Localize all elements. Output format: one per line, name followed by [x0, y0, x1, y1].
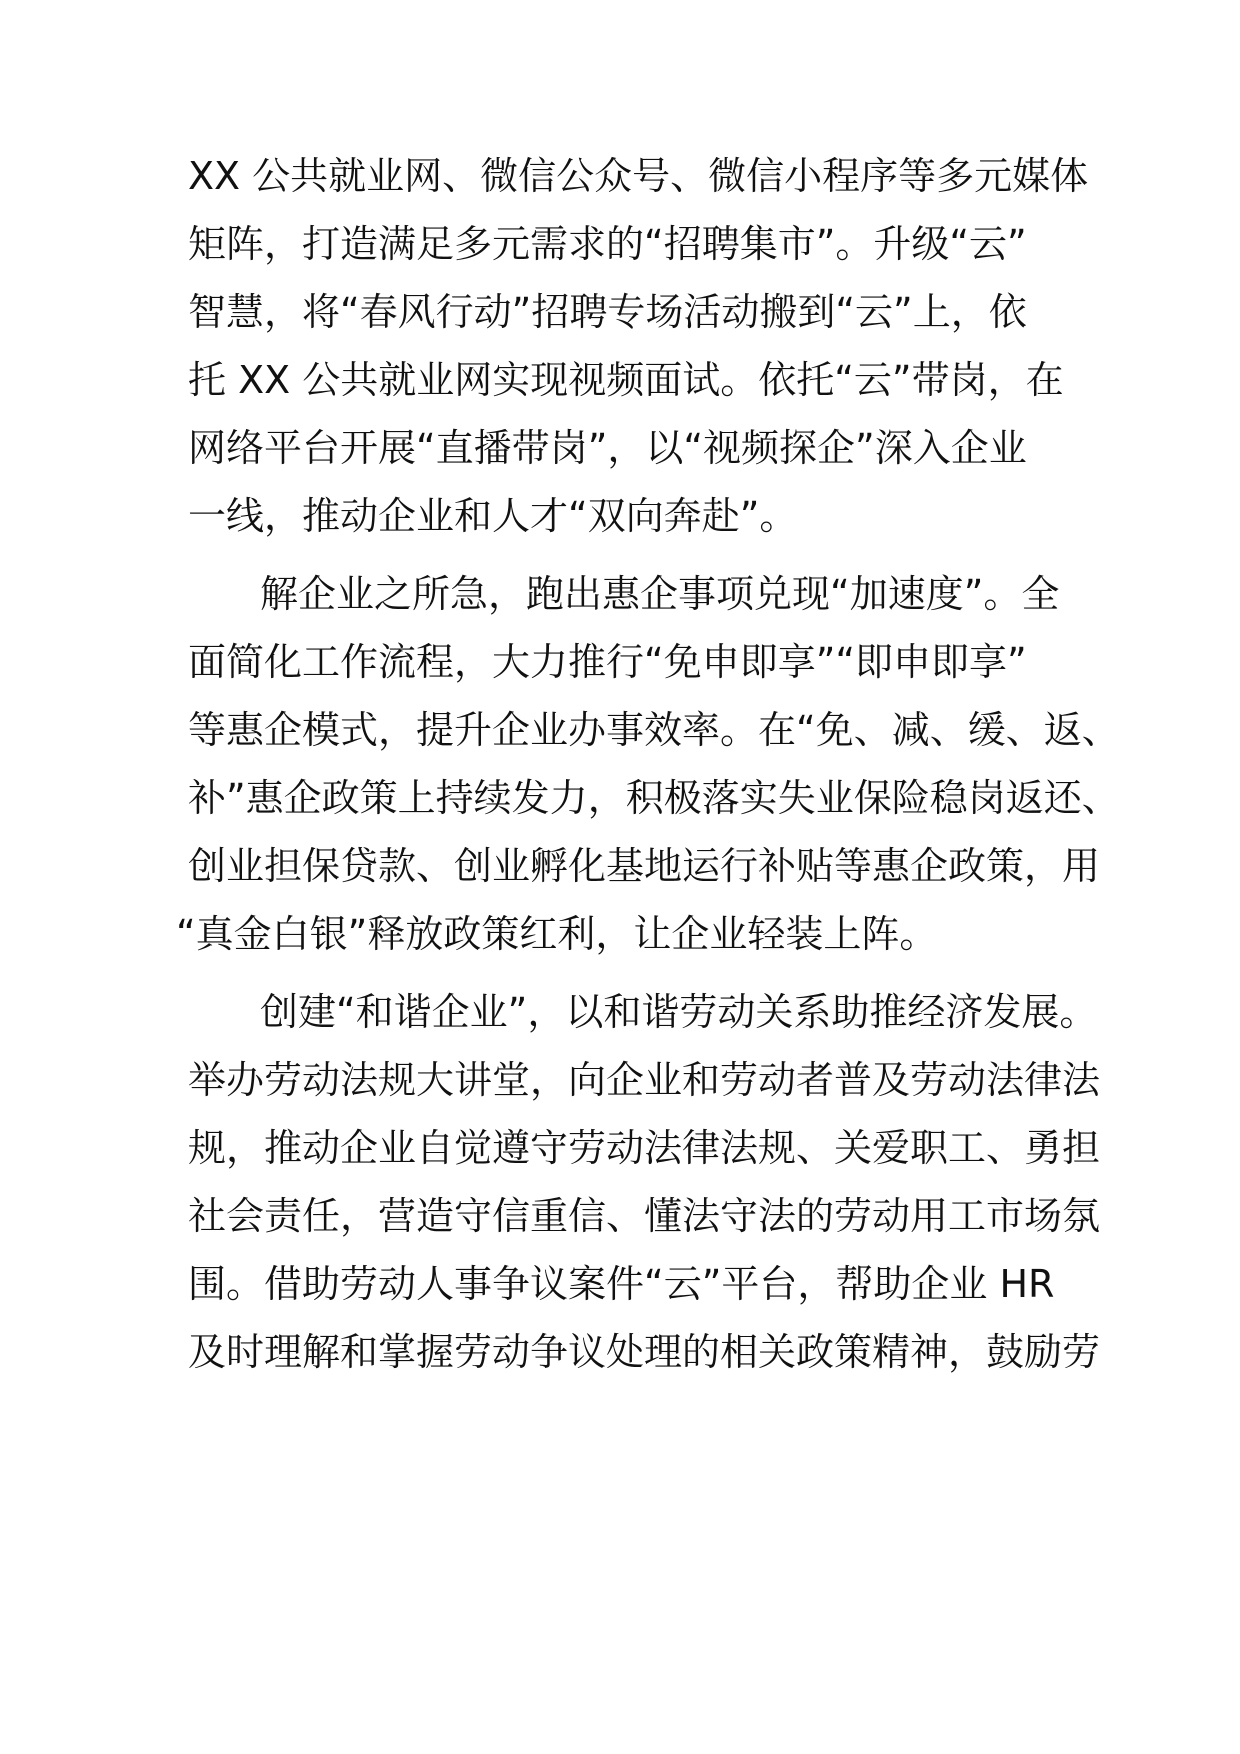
text-line: XX 公共就业网、微信公众号、微信小程序等多元媒体 [188, 154, 1089, 198]
text-line: 一线，推动企业和人才“双向奔赴”。 [188, 494, 798, 538]
text-line: 智慧，将“春风行动”招聘专场活动搬到“云”上，依 [188, 290, 1027, 334]
text-line: 面简化工作流程，大力推行“免申即享”“即申即享” [188, 640, 1027, 684]
text-line: 社会责任，营造守信重信、懂法守法的劳动用工市场氛 [188, 1194, 1101, 1238]
text-line: 规，推动企业自觉遵守劳动法律法规、关爱职工、勇担 [188, 1126, 1101, 1170]
text-line: 矩阵，打造满足多元需求的“招聘集市”。升级“云” [188, 222, 1027, 266]
text-line: 等惠企模式，提升企业办事效率。在“免、减、缓、返、 [188, 708, 1120, 752]
text-line: 补”惠企政策上持续发力，积极落实失业保险稳岗返还、 [188, 776, 1120, 820]
text-line: 及时理解和掌握劳动争议处理的相关政策精神，鼓励劳 [188, 1330, 1101, 1374]
text-line: 举办劳动法规大讲堂，向企业和劳动者普及劳动法律法 [188, 1058, 1101, 1102]
text-line: 围。借助劳动人事争议案件“云”平台，帮助企业 HR [188, 1262, 1055, 1306]
text-line: “真金白银”释放政策红利，让企业轻装上阵。 [176, 912, 938, 956]
text-line: 托 XX 公共就业网实现视频面试。依托“云”带岗，在 [188, 358, 1064, 402]
paragraph-first-line: 解企业之所急，跑出惠企事项兑现“加速度”。全 [260, 572, 1060, 616]
text-line: 创业担保贷款、创业孵化基地运行补贴等惠企政策，用 [188, 844, 1101, 888]
text-line: 网络平台开展“直播带岗”，以“视频探企”深入企业 [188, 426, 1027, 470]
paragraph-first-line: 创建“和谐企业”，以和谐劳动关系助推经济发展。 [260, 990, 1098, 1034]
